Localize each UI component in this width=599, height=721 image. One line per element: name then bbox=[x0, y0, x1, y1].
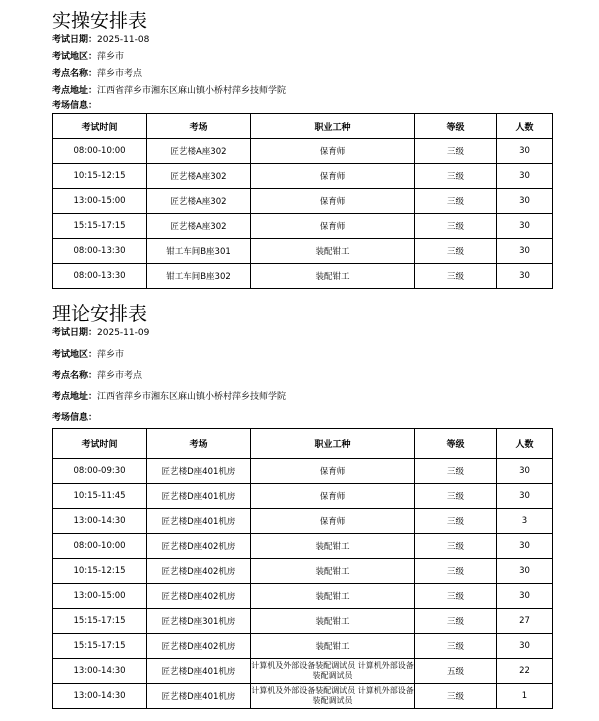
cell-occupation: 保育师 bbox=[251, 164, 415, 189]
practical-table bbox=[52, 113, 553, 289]
cell-level: 三级 bbox=[415, 634, 497, 659]
cell-occupation: 保育师 bbox=[251, 139, 415, 164]
cell-level: 三级 bbox=[415, 684, 497, 709]
site-addr-label: 考点地址： bbox=[52, 392, 98, 402]
cell-occupation: 装配钳工 bbox=[251, 584, 415, 609]
table-row bbox=[53, 534, 553, 559]
cell-count: 3 bbox=[497, 509, 553, 534]
cell-level: 三级 bbox=[415, 139, 497, 164]
practical-header-row bbox=[53, 114, 553, 139]
date-label: 考试日期： bbox=[52, 328, 98, 338]
date-label: 考试日期： bbox=[52, 35, 98, 45]
cell-occupation: 保育师 bbox=[251, 459, 415, 484]
practical-site-addr-line bbox=[52, 85, 552, 100]
cell-level: 三级 bbox=[415, 214, 497, 239]
theory-site-name: 萍乡市考点 bbox=[97, 371, 143, 381]
cell-time: 08:00-10:00 bbox=[53, 534, 147, 559]
header-room: 考场 bbox=[147, 429, 251, 459]
theory-region-line bbox=[52, 349, 552, 370]
theory-site-addr: 江西省萍乡市湘东区麻山镇小桥村萍乡技师学院 bbox=[97, 392, 287, 402]
table-row bbox=[53, 189, 553, 214]
table-row bbox=[53, 459, 553, 484]
cell-room: 匠艺楼D座301机房 bbox=[147, 609, 251, 634]
header-count: 人数 bbox=[497, 114, 553, 139]
practical-date-line bbox=[52, 34, 552, 51]
cell-occupation: 装配钳工 bbox=[251, 264, 415, 289]
cell-room: 匠艺楼D座402机房 bbox=[147, 584, 251, 609]
cell-time: 10:15-12:15 bbox=[53, 164, 147, 189]
practical-site-name-line bbox=[52, 68, 552, 85]
header-level: 等级 bbox=[415, 429, 497, 459]
cell-occupation: 装配钳工 bbox=[251, 634, 415, 659]
cell-room: 匠艺楼D座401机房 bbox=[147, 684, 251, 709]
practical-site-addr: 江西省萍乡市湘东区麻山镇小桥村萍乡技师学院 bbox=[97, 86, 287, 96]
cell-level: 三级 bbox=[415, 264, 497, 289]
cell-level: 三级 bbox=[415, 584, 497, 609]
cell-room: 钳工车间B座301 bbox=[147, 239, 251, 264]
header-occupation: 职业工种 bbox=[251, 114, 415, 139]
practical-region: 萍乡市 bbox=[97, 52, 125, 62]
practical-section bbox=[52, 10, 552, 289]
theory-header-row bbox=[53, 429, 553, 459]
site-name-label: 考点名称： bbox=[52, 371, 98, 381]
cell-occupation: 保育师 bbox=[251, 214, 415, 239]
cell-level: 五级 bbox=[415, 659, 497, 684]
cell-time: 10:15-11:45 bbox=[53, 484, 147, 509]
cell-count: 30 bbox=[497, 139, 553, 164]
exam-info-label: 考场信息： bbox=[52, 413, 98, 423]
cell-level: 三级 bbox=[415, 239, 497, 264]
theory-section bbox=[52, 303, 552, 709]
cell-occupation: 保育师 bbox=[251, 484, 415, 509]
cell-occupation: 装配钳工 bbox=[251, 534, 415, 559]
cell-occupation: 计算机及外部设备装配调试员 计算机外部设备装配调试员 bbox=[251, 659, 415, 684]
cell-time: 08:00-10:00 bbox=[53, 139, 147, 164]
site-name-label: 考点名称： bbox=[52, 69, 98, 79]
site-addr-label: 考点地址： bbox=[52, 86, 98, 96]
cell-room: 匠艺楼D座401机房 bbox=[147, 509, 251, 534]
cell-time: 15:15-17:15 bbox=[53, 634, 147, 659]
theory-date-line bbox=[52, 327, 552, 349]
cell-count: 30 bbox=[497, 459, 553, 484]
header-time: 考试时间 bbox=[53, 429, 147, 459]
table-row bbox=[53, 164, 553, 189]
cell-occupation: 装配钳工 bbox=[251, 609, 415, 634]
theory-site-addr-line bbox=[52, 391, 552, 412]
cell-count: 30 bbox=[497, 534, 553, 559]
cell-count: 30 bbox=[497, 239, 553, 264]
header-time: 考试时间 bbox=[53, 114, 147, 139]
cell-occupation: 保育师 bbox=[251, 509, 415, 534]
cell-level: 三级 bbox=[415, 509, 497, 534]
cell-count: 22 bbox=[497, 659, 553, 684]
cell-room: 匠艺楼A座302 bbox=[147, 164, 251, 189]
table-row bbox=[53, 559, 553, 584]
cell-time: 08:00-13:30 bbox=[53, 264, 147, 289]
cell-count: 27 bbox=[497, 609, 553, 634]
practical-region-line bbox=[52, 51, 552, 68]
practical-site-name: 萍乡市考点 bbox=[97, 69, 143, 79]
table-row bbox=[53, 214, 553, 239]
header-count: 人数 bbox=[497, 429, 553, 459]
cell-occupation: 保育师 bbox=[251, 189, 415, 214]
cell-time: 13:00-14:30 bbox=[53, 659, 147, 684]
cell-room: 匠艺楼A座302 bbox=[147, 189, 251, 214]
theory-table bbox=[52, 428, 553, 709]
cell-time: 08:00-09:30 bbox=[53, 459, 147, 484]
cell-count: 30 bbox=[497, 264, 553, 289]
cell-time: 10:15-12:15 bbox=[53, 559, 147, 584]
exam-info-label: 考场信息： bbox=[52, 101, 98, 111]
theory-title: 理论安排表 bbox=[52, 303, 148, 325]
cell-room: 匠艺楼D座401机房 bbox=[147, 484, 251, 509]
theory-exam-info-line bbox=[52, 412, 552, 428]
table-row bbox=[53, 609, 553, 634]
cell-time: 13:00-15:00 bbox=[53, 584, 147, 609]
cell-level: 三级 bbox=[415, 164, 497, 189]
header-room: 考场 bbox=[147, 114, 251, 139]
region-label: 考试地区： bbox=[52, 350, 98, 360]
cell-level: 三级 bbox=[415, 559, 497, 584]
region-label: 考试地区： bbox=[52, 52, 98, 62]
cell-level: 三级 bbox=[415, 609, 497, 634]
header-occupation: 职业工种 bbox=[251, 429, 415, 459]
table-row bbox=[53, 659, 553, 684]
table-row bbox=[53, 264, 553, 289]
header-level: 等级 bbox=[415, 114, 497, 139]
table-row bbox=[53, 684, 553, 709]
cell-count: 1 bbox=[497, 684, 553, 709]
table-row bbox=[53, 584, 553, 609]
cell-level: 三级 bbox=[415, 189, 497, 214]
cell-time: 13:00-14:30 bbox=[53, 684, 147, 709]
cell-room: 匠艺楼D座401机房 bbox=[147, 659, 251, 684]
cell-time: 08:00-13:30 bbox=[53, 239, 147, 264]
cell-room: 匠艺楼D座402机房 bbox=[147, 534, 251, 559]
cell-count: 30 bbox=[497, 634, 553, 659]
practical-title: 实操安排表 bbox=[52, 10, 148, 32]
table-row bbox=[53, 634, 553, 659]
table-row bbox=[53, 239, 553, 264]
table-row bbox=[53, 509, 553, 534]
cell-room: 匠艺楼D座401机房 bbox=[147, 459, 251, 484]
cell-room: 匠艺楼D座402机房 bbox=[147, 634, 251, 659]
practical-date: 2025-11-08 bbox=[97, 35, 150, 45]
cell-time: 13:00-14:30 bbox=[53, 509, 147, 534]
cell-count: 30 bbox=[497, 559, 553, 584]
cell-room: 匠艺楼A座302 bbox=[147, 214, 251, 239]
practical-exam-info-line bbox=[52, 100, 552, 113]
cell-room: 匠艺楼A座302 bbox=[147, 139, 251, 164]
cell-occupation: 计算机及外部设备装配调试员 计算机外部设备装配调试员 bbox=[251, 684, 415, 709]
cell-occupation: 装配钳工 bbox=[251, 559, 415, 584]
cell-count: 30 bbox=[497, 164, 553, 189]
cell-level: 三级 bbox=[415, 534, 497, 559]
cell-time: 15:15-17:15 bbox=[53, 609, 147, 634]
cell-count: 30 bbox=[497, 484, 553, 509]
table-row bbox=[53, 484, 553, 509]
cell-count: 30 bbox=[497, 584, 553, 609]
cell-count: 30 bbox=[497, 214, 553, 239]
theory-date: 2025-11-09 bbox=[97, 328, 150, 338]
cell-occupation: 装配钳工 bbox=[251, 239, 415, 264]
cell-time: 15:15-17:15 bbox=[53, 214, 147, 239]
theory-region: 萍乡市 bbox=[97, 350, 125, 360]
cell-count: 30 bbox=[497, 189, 553, 214]
cell-room: 钳工车间B座302 bbox=[147, 264, 251, 289]
cell-room: 匠艺楼D座402机房 bbox=[147, 559, 251, 584]
cell-time: 13:00-15:00 bbox=[53, 189, 147, 214]
cell-level: 三级 bbox=[415, 459, 497, 484]
table-row bbox=[53, 139, 553, 164]
cell-level: 三级 bbox=[415, 484, 497, 509]
theory-site-name-line bbox=[52, 370, 552, 391]
